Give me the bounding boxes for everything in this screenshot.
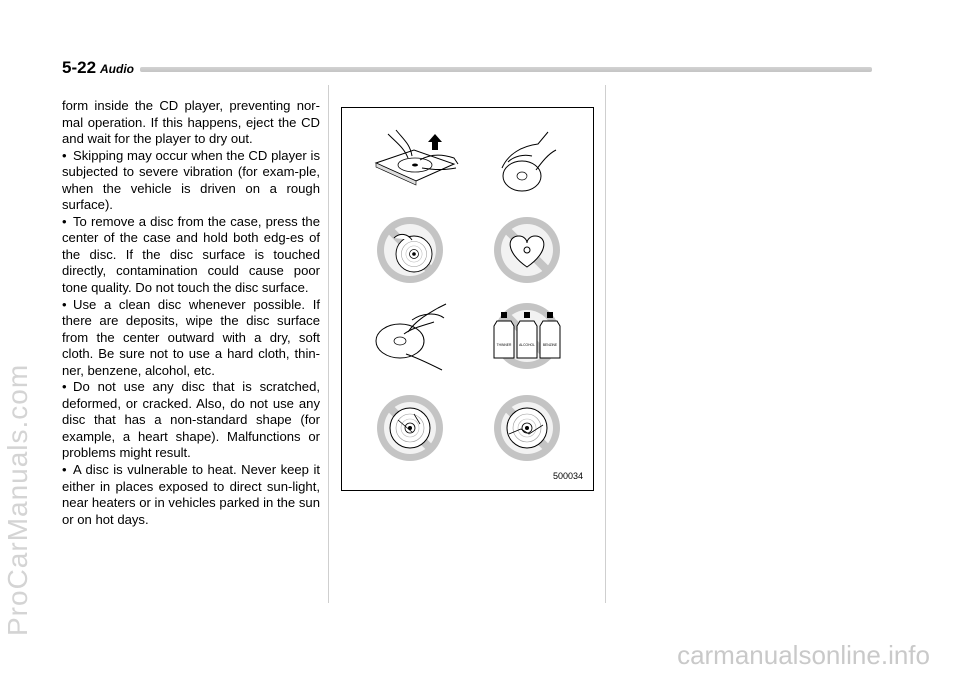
paragraph [62,214,320,297]
column-divider-right [605,85,606,603]
no-touch-surface-prohibited [377,217,443,283]
cd-handling-figure [341,107,594,491]
paragraph-text: Use a clean disc whenever possible. If there are deposits, wipe the disc surface from the center outward with a dry, soft cloth. Be sure not to use a hard cloth, thin-ner, benzene, alcohol, etc. [62,296,320,378]
bottle-label: BENZINE [542,343,558,347]
no-heart-shape-prohibited [494,217,560,283]
paragraph [62,148,320,214]
bullet: • [62,147,67,163]
body-text [62,98,320,528]
paragraph [62,98,320,148]
figure-id: 500034 [552,471,583,481]
paragraph-text: Skipping may occur when the CD player is subjected to severe vibration (for exam-ple, when the vehicle is driven on a rough surface). [62,147,320,213]
figure-illustration [342,108,595,492]
header-rule [140,67,872,72]
wipe-disc-illustration [376,304,446,370]
paragraph-text: To remove a disc from the case, press the center of the case and hold both edg-es of the disc. If the disc surface is touched directly, contamination could cause poor tone quality. Do not touch the disc surface. [62,213,320,296]
bullet: • [62,213,67,229]
no-scratched-disc-prohibited [377,395,443,461]
no-cracked-disc-prohibited [494,395,560,461]
remove-from-case-illustration [376,130,458,185]
paragraph-text: form inside the CD player, preventing nor-mal operation. If this happens, eject the CD and wait for the player to dry out. [62,98,320,147]
paragraph [62,462,320,528]
paragraph-text: Do not use any disc that is scratched, deformed, or cracked. Also, do not use any disc that has a non-standard shape (for example, a heart shape). Malfunctions or problems might result. [62,379,320,461]
hold-disc-edges-illustration [502,132,556,191]
paragraph [62,379,320,462]
bullet: • [62,379,67,395]
side-watermark: ProCarManuals.com [2,363,33,636]
section-title: Audio [100,62,134,76]
no-solvents-prohibited [494,303,560,369]
column-divider-left [328,85,329,603]
bottom-watermark: carmanualsonline.info [677,640,930,670]
paragraph [62,297,320,380]
bottle-label: ALCOHOL [519,343,535,347]
paragraph-text: A disc is vulnerable to heat. Never keep it either in places exposed to direct sun-light, near heaters or in vehicles parked in the sun or on hot days. [62,462,320,527]
bottle-label: THINNER [496,343,512,347]
bullet: • [62,462,67,478]
page-number: 5-22 [62,58,97,77]
bullet: • [62,296,67,312]
